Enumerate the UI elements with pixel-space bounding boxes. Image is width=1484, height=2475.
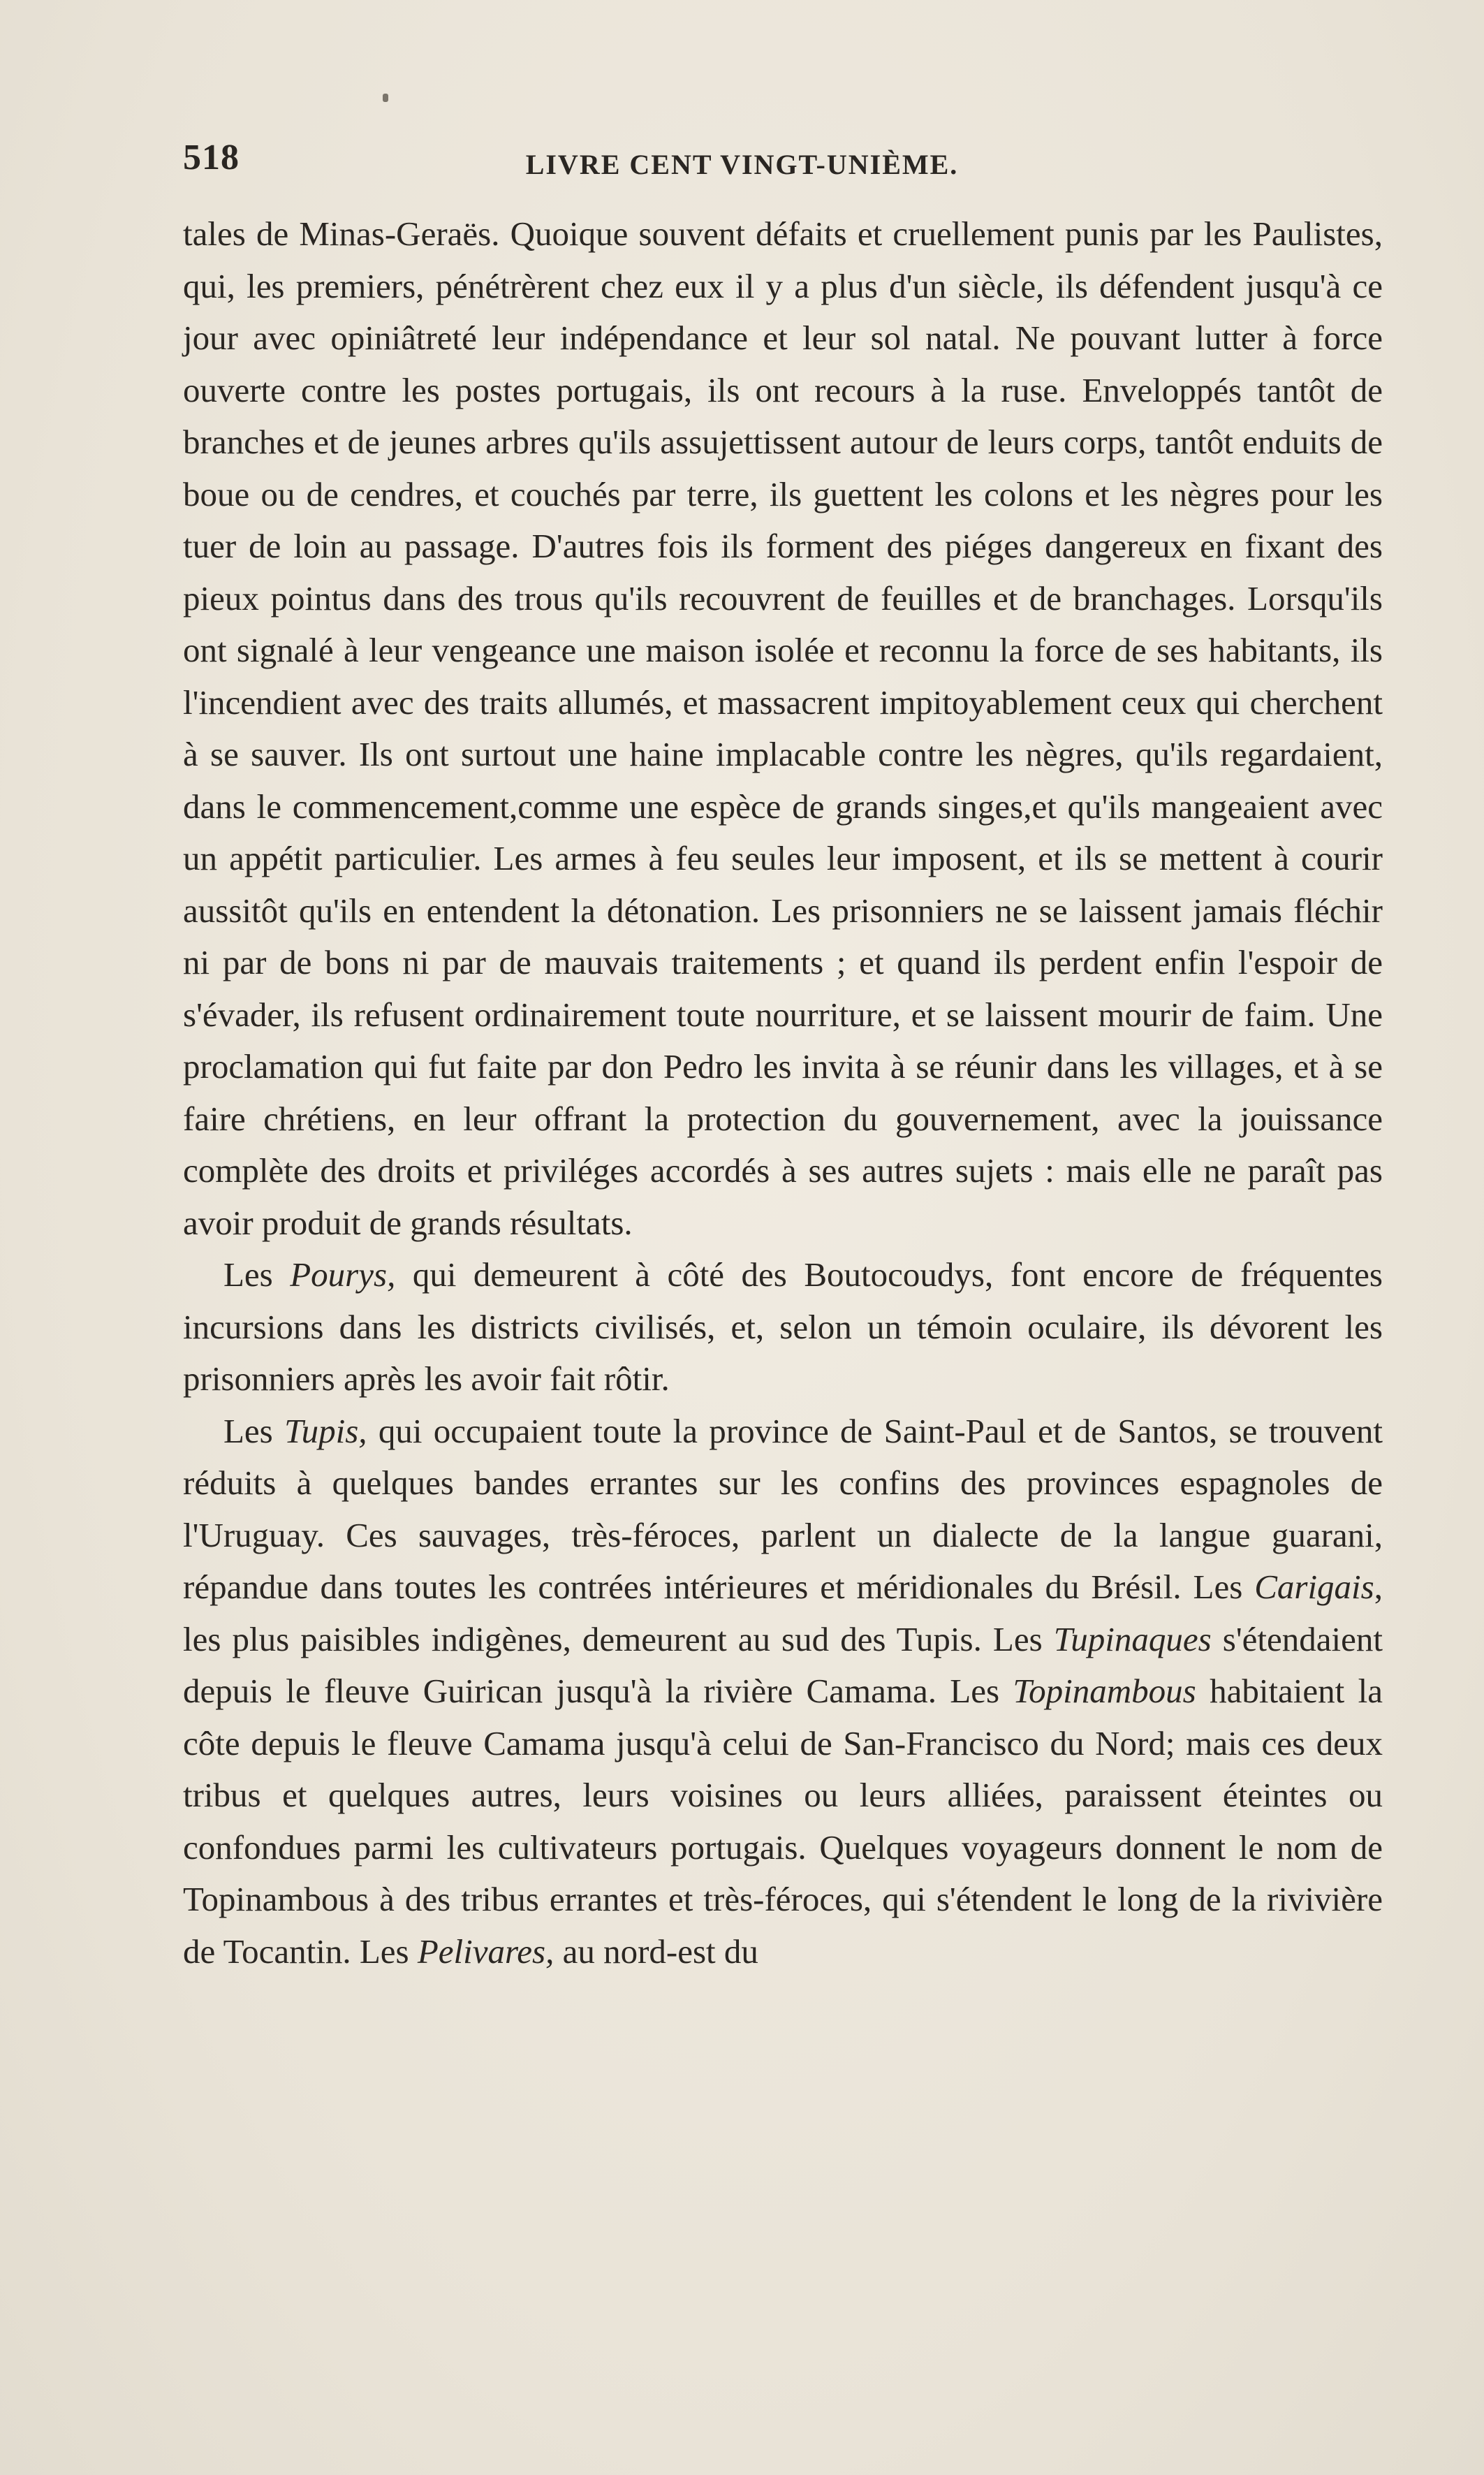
italic-term: Pourys, (290, 1255, 396, 1294)
ink-speck (383, 94, 388, 102)
paragraph (183, 1249, 1383, 1406)
text-segment: qui occupaient toute la province de Saint-Paul et de Santos, se trouvent réduits à quelques bandes errantes sur les confins des provinces espagnoles de l'Uruguay. Ces sauvages, très-féroces, parlent un dialecte de la langue guarani, répandue dans toutes les contrées intérieures et méridionales du Brésil. Les (183, 1411, 1383, 1606)
paragraph (183, 1406, 1383, 1978)
running-head: LIVRE CENT VINGT-UNIÈME. (525, 149, 959, 180)
text-segment: au nord-est du (554, 1932, 758, 1971)
body-text (183, 208, 1383, 1978)
italic-term: Tupinaques (1053, 1619, 1212, 1658)
text-segment: Les (223, 1255, 291, 1294)
text-segment: s'étendaient depuis le fleuve Guirican jusqu'à la rivière Camama. Les (183, 1619, 1383, 1710)
text-segment: qui demeurent à côté des Boutocoudys, font encore de fréquentes incursions dans les districts civilisés, et, selon un témoin oculaire, ils dévorent les prisonniers après les avoir fait rôtir. (183, 1255, 1383, 1398)
italic-term: Carigais (1254, 1568, 1374, 1606)
text-segment: tales de Minas-Geraës. Quoique souvent défaits et cruellement punis par les Paulistes, qui, les premiers, pénétrèrent chez eux il y a plus d'un siècle, ils défendent jusqu'à ce jour avec opiniâtreté leur indépendance et leur sol natal. Ne pouvant lutter à force ouverte contre les postes portugais, ils ont recours à la ruse. Enveloppés tantôt de branches et de jeunes arbres qu'ils assujettissent autour de leurs corps, tantôt enduits de boue ou de cendres, et couchés par terre, ils guettent les colons et les nègres pour les tuer de loin au passage. D'autres fois ils forment des piéges dangereux en fixant des pieux pointus dans des trous qu'ils recouvrent de feuilles et de branchages. Lorsqu'ils ont signalé à leur vengeance une maison isolée et reconnu la force de ses habitants, ils l'incendient avec des traits allumés, et massacrent impitoyablement ceux qui cherchent à se sauver. Ils ont surtout une haine implacable contre les nègres, qu'ils regardaient, dans le commencement,comme une espèce de grands singes,et qu'ils mangeaient avec un appétit particulier. Les armes à feu seules leur imposent, et ils se mettent à courir aussitôt qu'ils en entendent la détonation. Les prisonniers ne se laissent jamais fléchir ni par de bons ni par de mauvais traitements ; et quand ils perdent enfin l'espoir de s'évader, ils refusent ordinairement toute nourriture, et se laissent mourir de faim. Une proclamation qui fut faite par don Pedro les invita à se réunir dans les villages, et à se faire chrétiens, en leur offrant la protection du gouvernement, avec la jouissance complète des droits et priviléges accordés à ses autres sujets : mais elle ne paraît pas avoir produit de grands résultats. (183, 214, 1383, 1242)
italic-term: Topinambous (1013, 1672, 1196, 1710)
italic-term: Pelivares, (417, 1932, 554, 1971)
text-segment: , les plus paisibles indigènes, demeurent au sud des Tupis. Les (183, 1568, 1383, 1658)
text-segment: Les (223, 1411, 285, 1450)
paragraph (183, 208, 1383, 1249)
text-segment: habitaient la côte depuis le fleuve Camama jusqu'à celui de San-Francisco du Nord; mais ces deux tribus et quelques autres, leurs voisines ou leurs alliées, paraissent éteintes ou confondues parmi les cultivateurs portugais. Quelques voyageurs donnent le nom de Topinambous à des tribus errantes et très-féroces, qui s'étendent le long de la rivivière de Tocantin. Les (183, 1672, 1383, 1971)
italic-term: Tupis, (284, 1411, 367, 1450)
page-number: 518 (183, 138, 240, 177)
